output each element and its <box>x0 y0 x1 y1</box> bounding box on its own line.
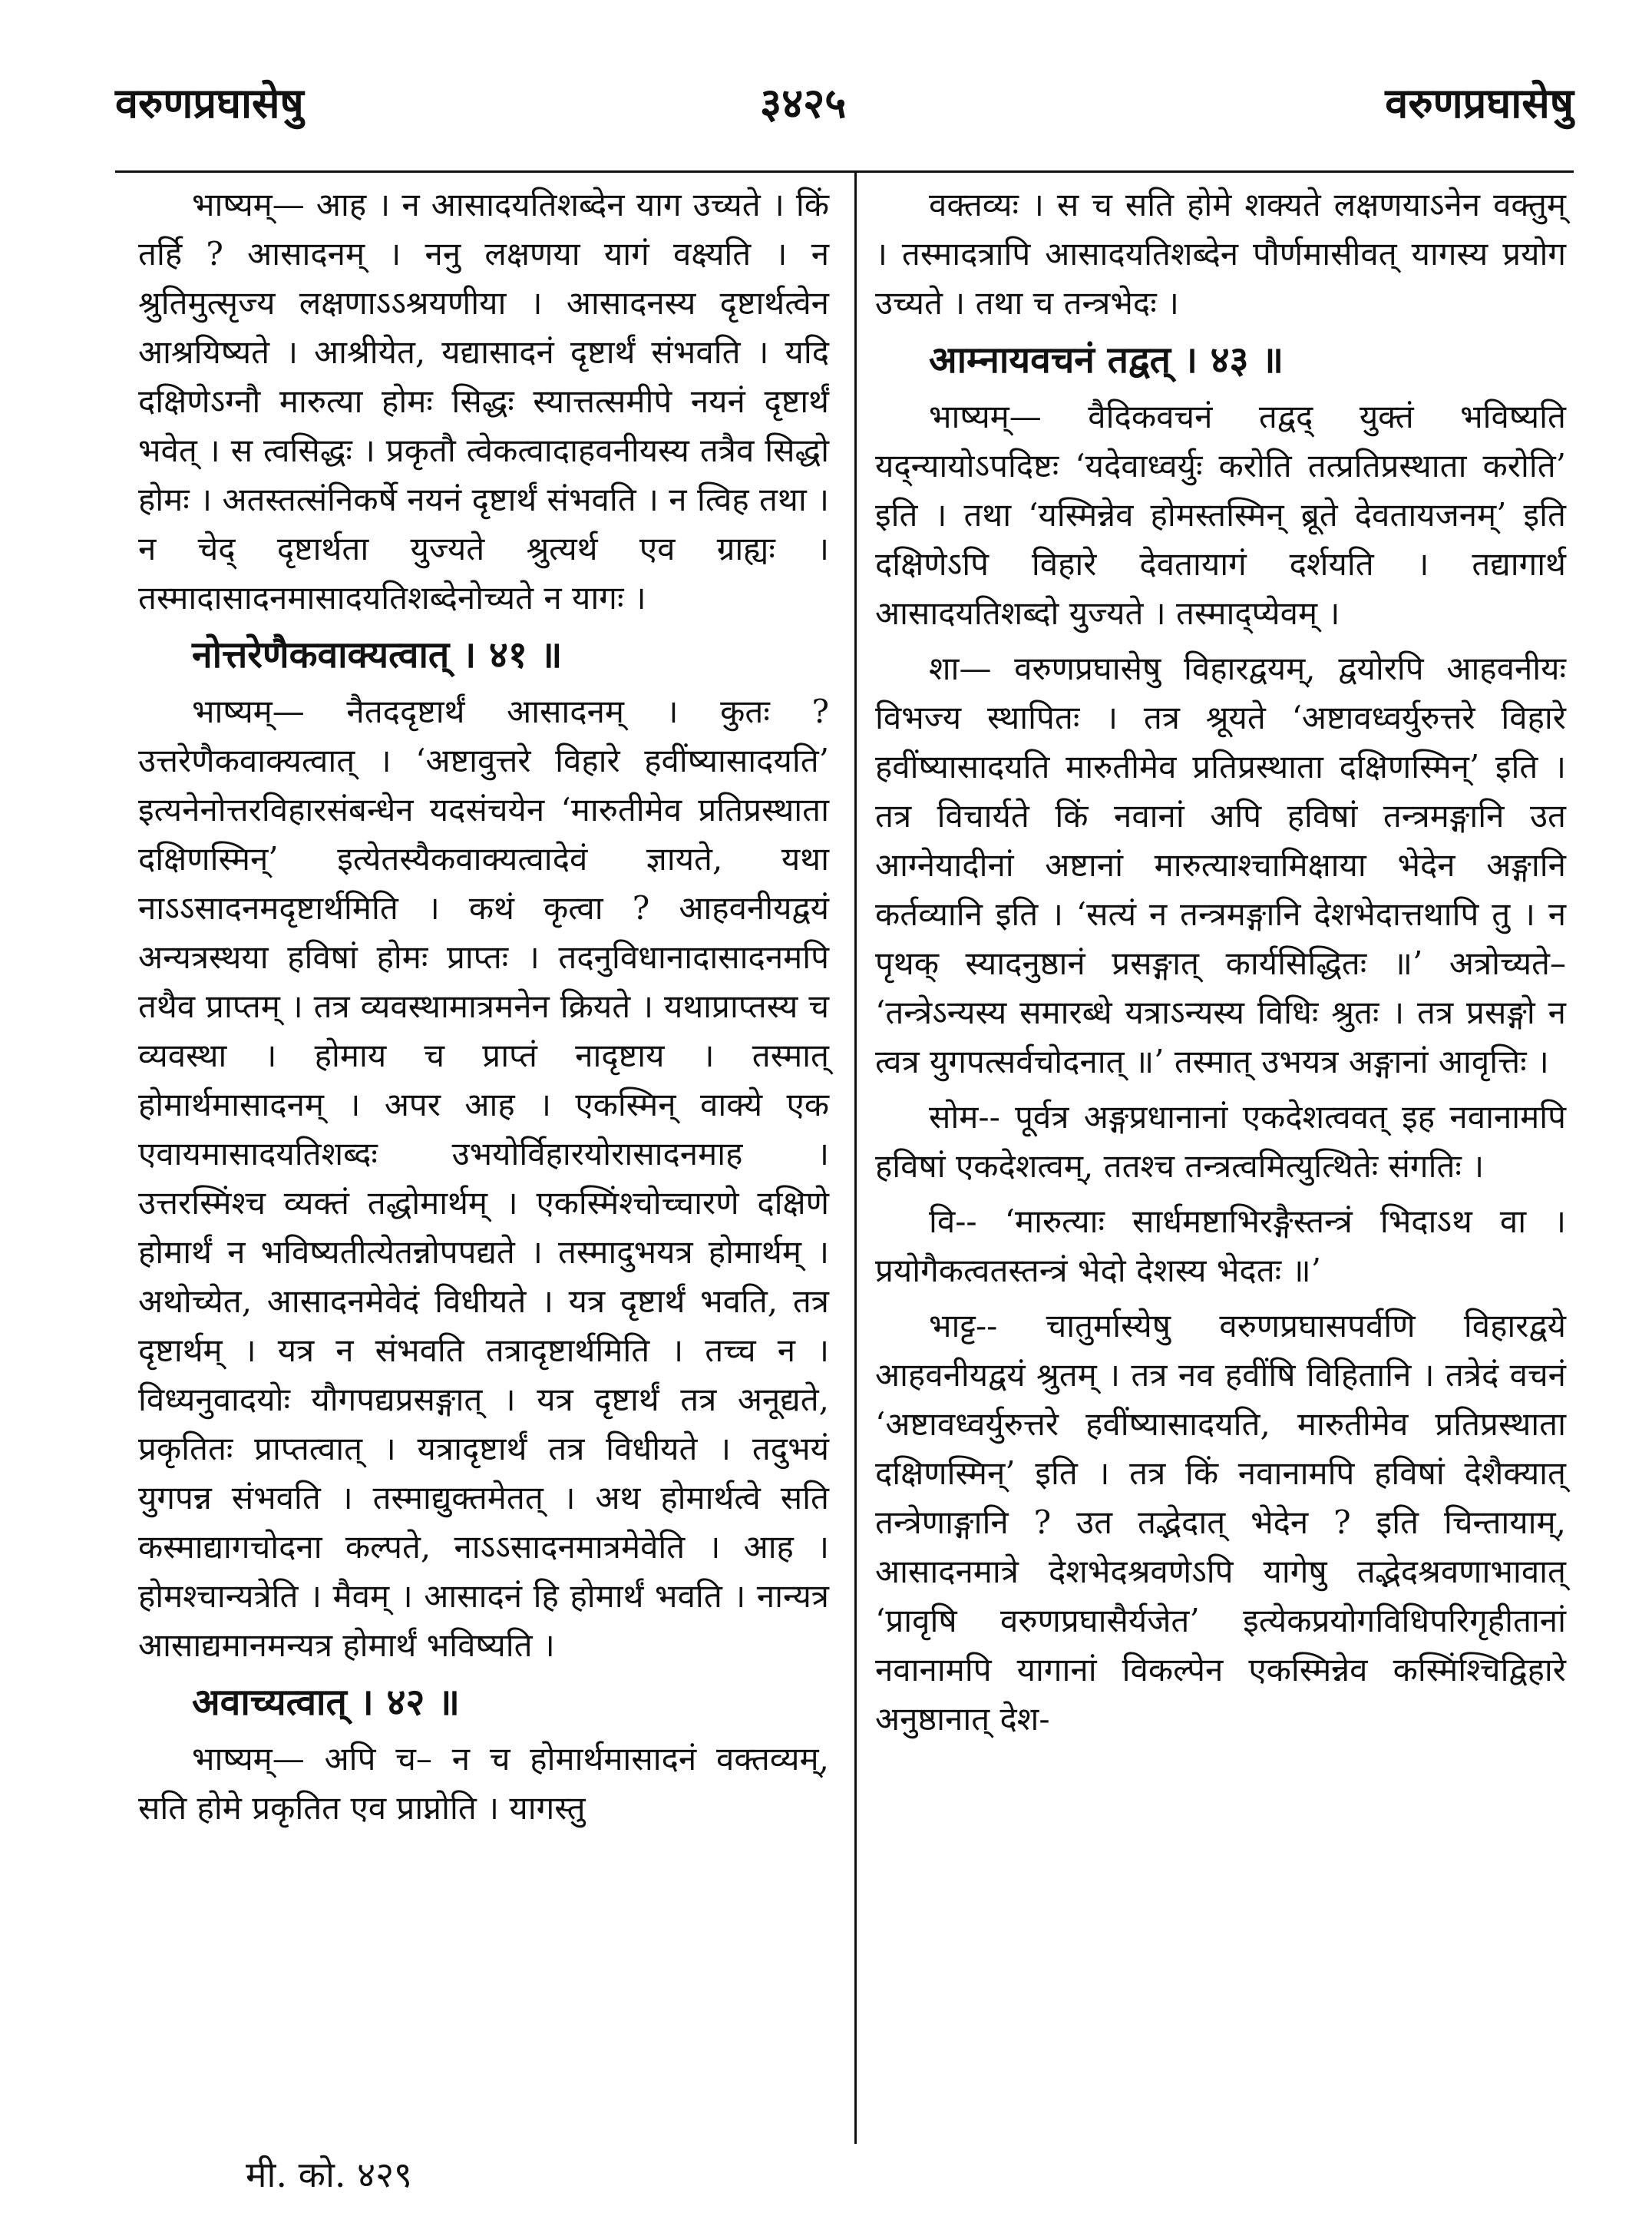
sutra-42: अवाच्यत्वात् । ४२ ॥ <box>192 1681 460 1724</box>
header-rule <box>115 170 1574 173</box>
right-paragraph-6: भाट्ट-- चातुर्मास्येषु वरुणप्रघासपर्वणि विहारद्वये आहवनीयद्वयं श्रुतम् । तत्र नव हवींषि विहितानि । तत्रेदं वचनं ‘अष्टावध्वर्युरुत्तरे हवींष्यासादयति, मारुतीमेव प्रतिप्रस्थाता दक्षिणस्मिन्’ इति । तत्र किं नवानामपि हविषां देशैक्यात् तन्त्रेणाङ्गानि ? उत तद्भेदात् भेदेन ? इति चिन्तायाम्, आसादनमात्रे देशभेदश्रवणेऽपि यागेषु तद्भेदश्रवणाभावात् ‘प्रावृषि वरुणप्रघासैर्यजेत’ इत्येकप्रयोगविधिपरिगृहीतानां नवानामपि यागानां विकल्पेन एकस्मिन्नेव कस्मिंश्चिद्विहारे अनुष्ठानात् देश- <box>875 1307 1566 1738</box>
sutra-43: आम्नायवचनं तद्वत् । ४३ ॥ <box>929 339 1284 382</box>
header-right-title: वरुणप्रघासेषु <box>1385 78 1574 127</box>
left-paragraph-1: भाष्यम्— आह । न आसादयतिशब्देन याग उच्यते । किं तर्हि ? आसादनम् । ननु लक्षणया यागं वक्ष्यति । न श्रुतिमुत्सृज्य लक्षणाऽऽश्रयणीया । आसादनस्य दृष्टार्थत्वेन आश्रयिष्यते । आश्रीयेत, यद्यासादनं दृष्टार्थं संभवति । यदि दक्षिणेऽग्नौ मारुत्या होमः सिद्धः स्यात्तत्समीपे नयनं दृष्टार्थं भवेत् । स त्वसिद्धः । प्रकृतौ त्वेकत्वादाहवनीयस्य तत्रैव सिद्धो होमः । अतस्तत्संनिकर्षे नयनं दृष्टार्थं संभवति । न त्विह तथा । न चेद् दृष्टार्थता युज्यते श्रुत्यर्थ एव ग्राह्यः । तस्मादासादनमासादयतिशब्देनोच्यते न यागः । <box>138 186 829 617</box>
footer-signature: मी. को. ४२९ <box>246 2154 412 2195</box>
left-paragraph-2: भाष्यम्— नैतददृष्टार्थं आसादनम् । कुतः ? उत्तरेणैकवाक्यत्वात् । ‘अष्टावुत्तरे विहारे हवींष्यासादयति’ इत्यनेनोत्तरविहारसंबन्धेन यदसंचयेन ‘मारुतीमेव प्रतिप्रस्थाता दक्षिणस्मिन्’ इत्येतस्यैकवाक्यत्वादेवं ज्ञायते, यथा नाऽऽसादनमदृष्टार्थमिति । कथं कृत्वा ? आहवनीयद्वयं अन्यत्रस्थया हविषां होमः प्राप्तः । तदनुविधानादासादनमपि तथैव प्राप्तम् । तत्र व्यवस्थामात्रमनेन क्रियते । यथाप्राप्तस्य च व्यवस्था । होमाय च प्राप्तं नादृष्टाय । तस्मात् होमार्थमासादनम् । अपर आह । एकस्मिन् वाक्ये एक एवायमासादयतिशब्दः उभयोर्विहारयोरासादनमाह । उत्तरस्मिंश्च व्यक्तं तद्धोमार्थम् । एकस्मिंश्चोच्चारणे दक्षिणे होमार्थं न भविष्यतीत्येतन्नोपपद्यते । तस्मादुभयत्र होमार्थम् । अथोच्येत, आसादनमेवेदं विधीयते । यत्र दृष्टार्थं भवति, तत्र दृष्टार्थम् । यत्र न संभवति तत्रादृष्टार्थमिति । तच्च न । विध्यनुवादयोः यौगपद्यप्रसङ्गात् । यत्र दृष्टार्थं तत्र अनूद्यते, प्रकृतितः प्राप्तत्वात् । यत्रादृष्टार्थं तत्र विधीयते । तदुभयं युगपन्न संभवति । तस्माद्युक्तमेतत् । अथ होमार्थत्वे सति कस्माद्यागचोदना कल्पते, नाऽऽसादनमात्रमेवेति । आह । होमश्चान्यत्रेति । मैवम् । आसादनं हि होमार्थं भवति । नान्यत्र आसाद्यमानमन्यत्र होमार्थं भविष्यति । <box>138 693 829 1664</box>
running-header <box>115 73 1574 142</box>
sutra-41: नोत्तरेणैकवाक्यत्वात् । ४१ ॥ <box>192 633 563 676</box>
right-paragraph-1: वक्तव्यः । स च सति होमे शक्यते लक्षणयाऽनेन वक्तुम् । तस्मादत्रापि आसादयतिशब्देन पौर्णमासीवत् यागस्य प्रयोग उच्यते । तथा च तन्त्रभेदः । <box>875 186 1566 322</box>
right-column <box>875 180 1566 1750</box>
right-paragraph-5: वि-- ‘मारुत्याः सार्धमष्टाभिरङ्गैस्तन्त्रं भिदाऽथ वा । प्रयोगैकत्वतस्तन्त्रं भेदो देशस्य भेदतः ॥’ <box>875 1202 1566 1289</box>
column-divider <box>854 170 857 2144</box>
right-paragraph-3: शा— वरुणप्रघासेषु विहारद्वयम्, द्वयोरपि आहवनीयः विभज्य स्थापितः । तत्र श्रूयते ‘अष्टावध्वर्युरुत्तरे विहारे हवींष्यासादयति मारुतीमेव प्रतिप्रस्थाता दक्षिणस्मिन्’ इति । तत्र विचार्यते किं नवानां अपि हविषां तन्त्रमङ्गानि उत आग्नेयादीनां अष्टानां मारुत्याश्चामिक्षाया भेदेन अङ्गानि कर्तव्यानि इति । ‘सत्यं न तन्त्रमङ्गानि देशभेदात्तथापि तु । न पृथक् स्यादनुष्ठानं प्रसङ्गात् कार्यसिद्धितः ॥’ अत्रोच्यते– ‘तन्त्रेऽन्यस्य समारब्धे यत्राऽन्यस्य विधिः श्रुतः । तत्र प्रसङ्गो न त्वत्र युगपत्सर्वचोदनात् ॥’ तस्मात् उभयत्र अङ्गानां आवृत्तिः । <box>875 650 1566 1080</box>
left-paragraph-3: भाष्यम्— अपि च– न च होमार्थमासादनं वक्तव्यम्, सति होमे प्रकृतित एव प्राप्नोति । यागस्तु <box>138 1740 829 1827</box>
header-left-title: वरुणप्रघासेषु <box>115 78 304 127</box>
right-paragraph-4: सोम-- पूर्वत्र अङ्गप्रधानानां एकदेशत्ववत् इह नवानामपि हविषां एकदेशत्वम्, ततश्च तन्त्रत्वमित्युत्थितेः संगतिः । <box>875 1098 1566 1185</box>
page-number: ३४२५ <box>760 78 847 127</box>
left-column <box>138 180 829 1839</box>
right-paragraph-2: भाष्यम्— वैदिकवचनं तद्वद् युक्तं भविष्यति यद्न्यायोऽपदिष्टः ‘यदेवाध्वर्युः करोति तत्प्रतिप्रस्थाता करोति’ इति । तथा ‘यस्मिन्नेव होमस्तस्मिन् ब्रूते देवतायजनम्’ इति दक्षिणेऽपि विहारे देवतायागं दर्शयति । तद्यागार्थ आसादयतिशब्दो युज्यते । तस्माद्प्येवम् । <box>875 398 1566 632</box>
